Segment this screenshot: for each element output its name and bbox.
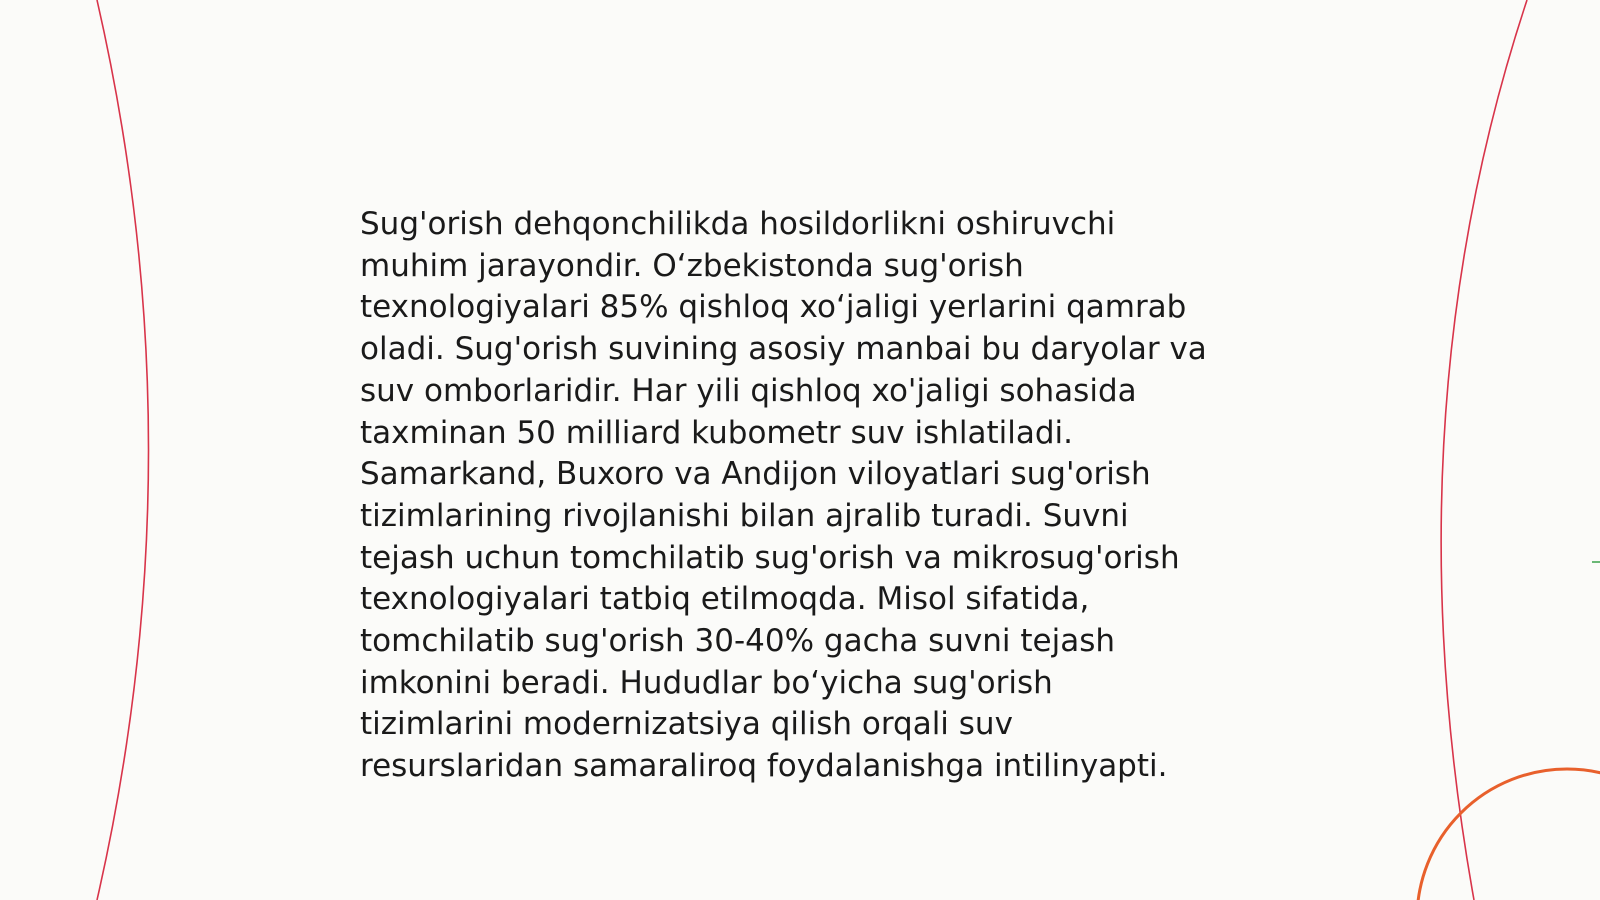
paragraph-line: texnologiyalari 85% qishloq xo‘jaligi yerlarini qamrab bbox=[360, 289, 1187, 326]
body-paragraph bbox=[360, 204, 1260, 788]
paragraph-line: tomchilatib sug'orish 30-40% gacha suvni tejash bbox=[360, 623, 1116, 660]
paragraph-line: tizimlarini modernizatsiya qilish orqali suv bbox=[360, 706, 1013, 743]
paragraph-line: tejash uchun tomchilatib sug'orish va mikrosug'orish bbox=[360, 539, 1180, 576]
right-decorative-curve bbox=[1441, 0, 1527, 900]
orange-circle-decoration bbox=[1417, 769, 1600, 900]
paragraph-line: muhim jarayondir. O‘zbekistonda sug'orish bbox=[360, 247, 1024, 284]
paragraph-line: tizimlarining rivojlanishi bilan ajralib turadi. Suvni bbox=[360, 497, 1129, 534]
left-decorative-curve bbox=[97, 0, 149, 900]
paragraph-line: imkonini beradi. Hududlar bo‘yicha sug'orish bbox=[360, 664, 1053, 701]
paragraph-line: suv omborlaridir. Har yili qishloq xo'jaligi sohasida bbox=[360, 372, 1137, 409]
paragraph-line: taxminan 50 milliard kubometr suv ishlatiladi. bbox=[360, 414, 1073, 451]
paragraph-line: Samarkand, Buxoro va Andijon viloyatlari sug'orish bbox=[360, 456, 1151, 493]
paragraph-line: texnologiyalari tatbiq etilmoqda. Misol sifatida, bbox=[360, 581, 1090, 618]
paragraph-line: oladi. Sug'orish suvining asosiy manbai bu daryolar va bbox=[360, 331, 1207, 368]
paragraph-line: resurslaridan samaraliroq foydalanishga intilinyapti. bbox=[360, 748, 1168, 785]
paragraph-line: Sug'orish dehqonchilikda hosildorlikni oshiruvchi bbox=[360, 206, 1116, 242]
